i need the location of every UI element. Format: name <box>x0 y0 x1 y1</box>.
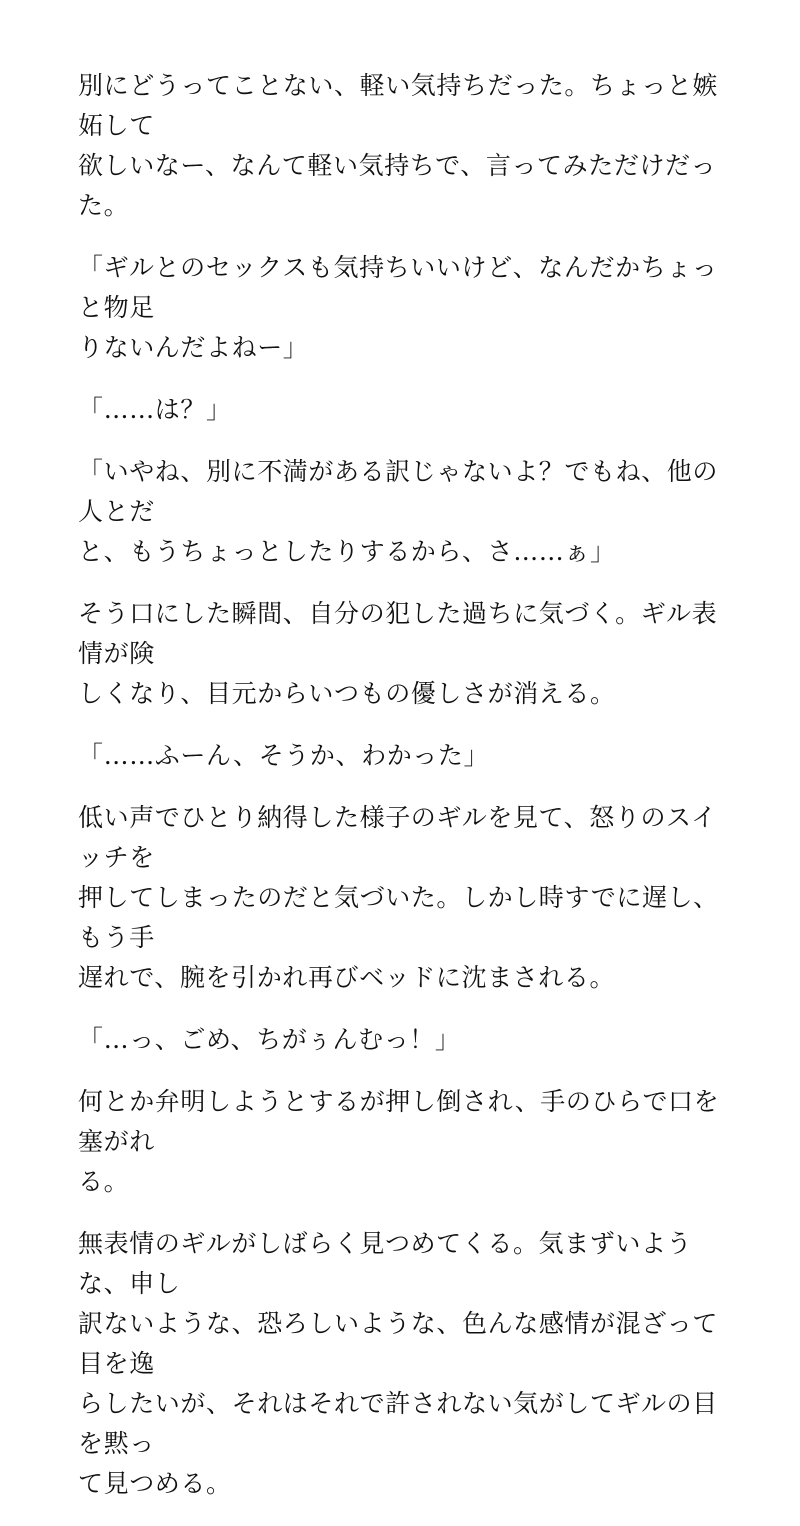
paragraph-1: 別にどうってことない、軽い気持ちだった。ちょっと嫉妬して 欲しいなー、なんて軽い気持ちで、言ってみただけだった。 <box>78 71 719 220</box>
paragraph-5: 無表情のギルがしばらく見つめてくる。気まずいような、申し 訳ないような、恐ろしいような、色んな感情が混ざって目を逸 らしたいが、それはそれで許されない気がしてギルの目を黙っ て見つめる。 <box>78 1229 719 1498</box>
dialogue-4: 「……ふーん、そうか、わかった」 <box>78 741 490 770</box>
dialogue-3: 「いやね、別に不満がある訳じゃないよ？でもね、他の人とだ と、もうちょっとしたりするから、さ……ぁ」 <box>78 457 719 566</box>
paragraph-3: 低い声でひとり納得した様子のギルを見て、怒りのスイッチを 押してしまったのだと気づいた。しかし時すでに遅し、もう手 遅れで、腕を引かれ再びベッドに沈まされる。 <box>78 803 719 992</box>
dialogue-2: 「……は？」 <box>78 395 232 424</box>
paragraph-4: 何とか弁明しようとするが押し倒され、手のひらで口を塞がれ る。 <box>78 1087 720 1196</box>
dialogue-1: 「ギルとのセックスも気持ちいいけど、なんだかちょっと物足 りないんだよねー」 <box>78 253 718 362</box>
paragraph-2: そう口にした瞬間、自分の犯した過ちに気づく。ギル表情が険 しくなり、目元からいつもの優しさが消える。 <box>78 599 718 708</box>
dialogue-5: 「…っ、ごめ、ちがぅんむっ！」 <box>78 1025 461 1054</box>
story-text <box>78 66 726 1526</box>
